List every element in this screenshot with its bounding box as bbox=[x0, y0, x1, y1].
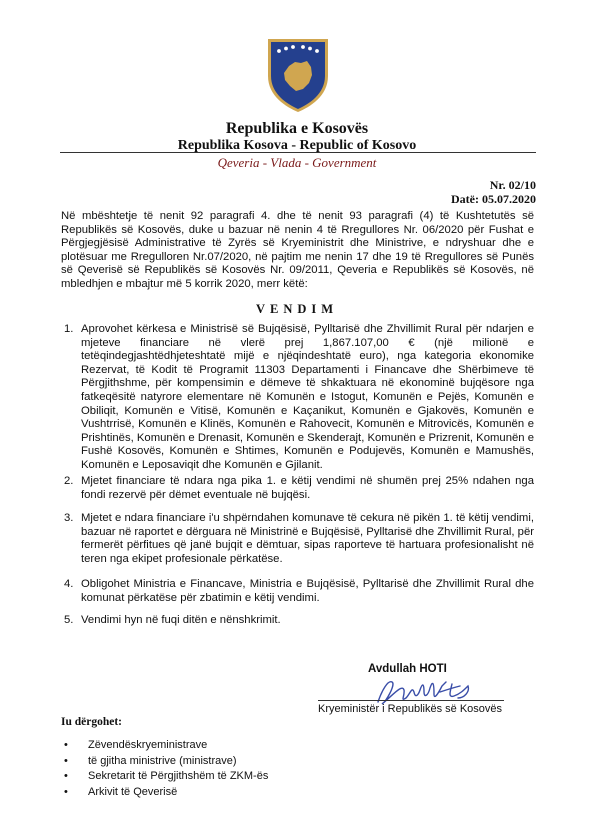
list-item bbox=[62, 769, 268, 785]
distribution-heading: Iu dërgohet: bbox=[61, 716, 123, 728]
bullet-icon: • bbox=[64, 770, 68, 782]
distribution-recipient: të gjitha ministrive (ministrave) bbox=[88, 754, 237, 767]
decision-item bbox=[61, 475, 534, 502]
list-item bbox=[62, 785, 268, 801]
distribution-list bbox=[62, 738, 268, 800]
distribution-recipient: Zëvendëskryeministrave bbox=[88, 739, 208, 751]
republic-name-albanian: Republika e Kosovës bbox=[225, 120, 369, 137]
item-number: 3. bbox=[64, 512, 74, 524]
decision-item bbox=[61, 323, 534, 473]
item-text: Mjetet e ndara financiare i'u shpërndahen komunave të cekura në pikën 1. të këtij vendimi, bazuar në raportet e dërguara në Ministrinë e Bujqësisë, Pylltarisë dhe Zhvillimit Rural, për fermerët përfitues që janë bujqit e dëmtuar, sipas raporteve të hartuara profesionalisht në teren nga ekipet profesionale përkatëse. bbox=[81, 512, 534, 565]
decision-item bbox=[61, 512, 534, 566]
item-number: 4. bbox=[64, 578, 74, 590]
header-divider bbox=[60, 152, 536, 153]
item-number: 1. bbox=[64, 323, 74, 335]
signatory-name: Avdullah HOTI bbox=[368, 663, 447, 675]
distribution-recipient: Arkivit të Qeverisë bbox=[88, 785, 178, 798]
item-number: 5. bbox=[64, 614, 74, 626]
item-text: Obligohet Ministria e Financave, Ministria e Bujqësisë, Pylltarisë dhe Zhvillimit Rural dhe komunat përkatëse për zbatimin e këtij vendimi. bbox=[81, 578, 534, 604]
distribution-recipient: Sekretarit të Përgjithshëm të ZKM-ës bbox=[88, 770, 269, 782]
document-number: Nr. 02/10 bbox=[489, 178, 536, 192]
bullet-icon: • bbox=[64, 785, 68, 798]
item-number: 2. bbox=[64, 475, 74, 487]
document-date: Datë: 05.07.2020 bbox=[451, 192, 536, 206]
intro-paragraph: Në mbështetje të nenit 92 paragrafi 4. dhe të nenit 93 paragrafi (4) të Kushtetutës së Republikës së Kosovës, duke u bazuar në nenin 4 të Rregullores Nr. 06/2020 për Fushat e Përgjegjësisë Administrative të Zyrës së Kryeministrit dhe Ministrive, e ndryshuar dhe e plotësuar me Rregulloren Nr.07/2020, në pajtim me nenin 17 dhe 19 të Rregullores së Punës së Qeverisë së Republikës së Kosovës Nr. 09/2011, Qeveria e Republikës së Kosovës, në mbledhjen e mbajtur më 5 korrik 2020, merr këtë: bbox=[61, 210, 534, 290]
decision-item bbox=[61, 614, 534, 628]
bullet-icon: • bbox=[64, 739, 68, 751]
item-text: Vendimi hyn në fuqi ditën e nënshkrimit. bbox=[81, 614, 281, 626]
decision-title: VENDIM bbox=[255, 302, 339, 316]
list-item bbox=[62, 738, 268, 754]
kosovo-coat-of-arms-icon bbox=[265, 36, 331, 114]
item-text: Aprovohet kërkesa e Ministrisë së Bujqësisë, Pylltarisë dhe Zhvillimit Rural për ndarjen e mjeteve financiare në vlerë prej 1,867.107,00 € (një milionë e tetëqindegjashtëdhjeteshtatë mijë e njëqindeshtatë euro), nga kategoria ekonomike Rezervat, të Kodit të Programit 11303 Departamenti i Financave dhe Shërbimeve të Përgjithshme, për kompensimin e dëmeve të shkaktuara në ekonominë bujqësore nga fatkeqësitë natyrore elementare në Komunën e Istogut, Komunën e Pejës, Komunën e Obiliqit, Komunën e Vitisë, Komunën e Kaçanikut, Komunën e Gjakovës, Komunën e Vushtrrisë, Komunën e Klinës, Komunën e Rahovecit, Komunën e Mitrovicës, Komunën e Prishtinës, Komunën e Drenasit, Komunën e Skenderajt, Komunën e Prizrenit, Komunën e Fushë Kosovës, Komunën e Shtimes, Komunën e Podujevës, Komunën e Mamushës, Komunën e Leposaviqit dhe Komunën e Gjilanit. bbox=[81, 323, 534, 471]
signatory-title: Kryeministër i Republikës së Kosovës bbox=[318, 703, 503, 715]
bullet-icon: • bbox=[64, 754, 68, 767]
decision-item bbox=[61, 578, 534, 605]
list-item bbox=[62, 754, 268, 770]
republic-name-multilingual: Republika Kosova - Republic of Kosovo bbox=[177, 138, 417, 153]
item-text: Mjetet financiare të ndara nga pika 1. e këtij vendimi në shumën prej 25% ndahen nga fondi rezervë për dëmet eventuale në bujqësi. bbox=[81, 475, 534, 501]
signature-line bbox=[318, 700, 504, 701]
government-name: Qeveria - Vlada - Government bbox=[217, 155, 377, 170]
